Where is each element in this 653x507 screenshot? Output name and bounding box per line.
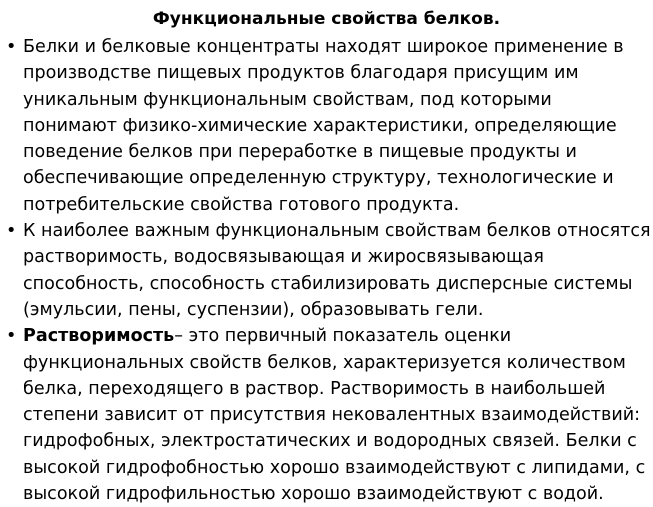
text-line: Белки и белковые концентраты находят широкое применение в (23, 37, 624, 57)
text-line: высокой гидрофильностью хорошо взаимодействуют с водой. (23, 484, 604, 505)
bullet-text (23, 323, 653, 507)
text-line: способность, способность стабилизировать дисперсные системы (23, 273, 633, 294)
text-line: потребительские свойства готового продукта. (23, 194, 460, 215)
text-line (23, 323, 651, 349)
text-line: высокой гидрофобностью хорошо взаимодействуют с липидами, с (23, 457, 646, 478)
text-line: производстве пищевых продуктов благодаря присущим им (23, 63, 579, 84)
text-line: белка, переходящего в раствор. Растворимость в наибольшей (23, 378, 606, 399)
bullet-text (23, 34, 653, 218)
bullet-item-solubility (6, 323, 653, 507)
bullet-item-important-properties (6, 218, 653, 323)
term-definition: – это первичный показатель оценки (174, 326, 512, 347)
bullet-icon: • (6, 37, 17, 57)
term-solubility: Растворимость (23, 326, 175, 347)
text-line: степени зависит от присутствия нековалентных взаимодействий: (23, 405, 641, 426)
bullet-text (23, 218, 653, 323)
text-line: К наиболее важным функциональным свойствам белков относятся (23, 221, 651, 242)
bullet-list (6, 34, 653, 507)
text-line: понимают физико-химические характеристики, определяющие (23, 115, 617, 136)
text-line: гидрофобных, электростатических и водородных связей. Белки с (23, 431, 637, 452)
text-line: обеспечивающие определенную структуру, технологические и (23, 168, 614, 189)
text-line: растворимость, водосвязывающая и жиросвязывающая (23, 247, 544, 268)
text-line: уникальным функциональным свойствам, под которыми (23, 89, 552, 110)
text-line: (эмульсии, пены, суспензии), образовывать гели. (23, 299, 484, 320)
bullet-icon: • (6, 221, 17, 242)
text-line: функциональных свойств белков, характеризуется количеством (23, 352, 626, 373)
bullet-item-usage (6, 34, 653, 218)
text-line: поведение белков при переработке в пищевые продукты и (23, 142, 577, 163)
bullet-icon: • (6, 326, 17, 347)
slide-title: Функциональные свойства белков. (152, 9, 501, 29)
